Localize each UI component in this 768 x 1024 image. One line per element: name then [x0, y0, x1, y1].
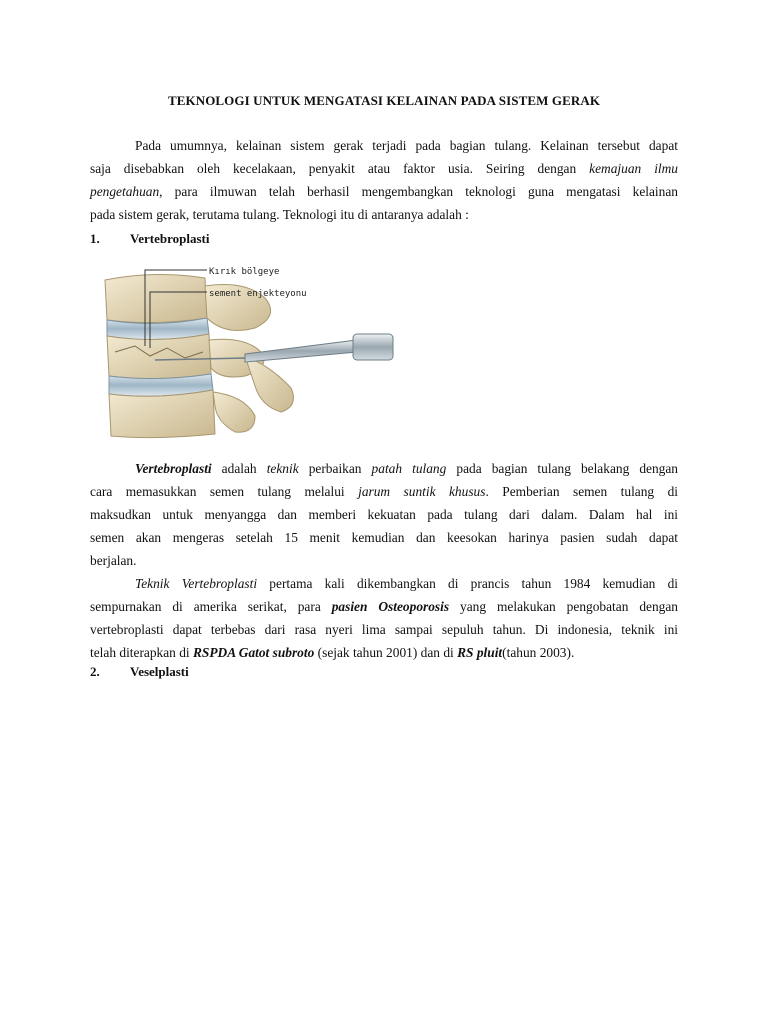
intro-line-4: pada sistem gerak, terutama tulang. Teknologi itu di antaranya adalah : — [90, 207, 469, 222]
term-pasien-osteoporosis: pasien Osteoporosis — [331, 599, 450, 614]
para3-line-1 — [90, 572, 678, 595]
vertebroplasty-history-paragraph — [90, 572, 678, 664]
intro-line-3 — [90, 180, 678, 203]
para3-text-e: (sejak tahun 2001) dan di — [314, 645, 458, 660]
section-2-title: Veselplasti — [130, 664, 189, 679]
section-1-title: Vertebroplasti — [130, 231, 210, 246]
para3-text-f: (tahun 2003). — [502, 645, 575, 660]
document-title: TEKNOLOGI UNTUK MENGATASI KELAINAN PADA SISTEM GERAK — [167, 93, 601, 108]
intro-line-3-text: , para ilmuwan telah berhasil mengembangkan teknologi guna mengatasi kelainan — [159, 184, 678, 199]
para3-text-d: telah diterapkan di — [90, 645, 193, 660]
para2-line-4: semen akan mengeras setelah 15 menit kemudian dan keesokan harinya pasien sudah dapat — [90, 530, 678, 545]
para3-text-a: pertama kali dikembangkan di prancis tahun 1984 kemudian di — [257, 576, 678, 591]
para2-text-d: cara memasukkan semen tulang melalui — [90, 484, 345, 499]
term-vertebroplasti: Vertebroplasti — [135, 461, 212, 476]
term-rspda-gatot-subroto: RSPDA Gatot subroto — [193, 645, 315, 660]
para2-text-a: adalah — [211, 461, 267, 476]
term-jarum-suntik: jarum suntik khusus — [358, 484, 486, 499]
section-2-number: 2. — [90, 664, 100, 679]
intro-line-2 — [90, 157, 678, 180]
para3-line-3: vertebroplasti dapat terbebas dari rasa nyeri lima sampai sepuluh tahun. Di indonesia, teknik ini — [90, 622, 678, 637]
term-rs-pluit: RS pluit — [457, 645, 503, 660]
figure-label-2: sement enjekteyonu — [209, 289, 307, 299]
fractured-vertebra — [107, 334, 211, 379]
para2-line-2 — [90, 480, 678, 503]
para2-text-c: pada bagian tulang belakang dengan — [446, 461, 678, 476]
term-teknik-vertebroplasti: Teknik Vertebroplasti — [135, 576, 258, 591]
term-patah-tulang: patah tulang — [371, 461, 447, 476]
para2-text-e: . Pemberian semen tulang di — [485, 484, 678, 499]
term-teknik: teknik — [266, 461, 299, 476]
section-1-number: 1. — [90, 231, 100, 246]
section-1-heading — [90, 231, 209, 247]
vertebroplasty-illustration — [95, 256, 395, 440]
intro-line-2-text: saja disebabkan oleh kecelakaan, penyakit atau faktor usia. Seiring dengan — [90, 161, 577, 176]
intro-line-1: Pada umumnya, kelainan sistem gerak terjadi pada bagian tulang. Kelainan tersebut dapat — [135, 138, 678, 153]
para3-line-2 — [90, 595, 678, 618]
lower-vertebra — [109, 390, 215, 438]
needle-handle — [353, 334, 393, 360]
needle-shaft — [245, 340, 357, 362]
para3-text-b: sempurnakan di amerika serikat, para — [90, 599, 321, 614]
figure-label-1: Kırık bölgeye — [209, 267, 280, 277]
para2-line-5: berjalan. — [90, 553, 137, 568]
section-2-heading — [90, 664, 189, 680]
para2-line-1 — [90, 457, 678, 480]
intro-line-2-emphasis: kemajuan ilmu — [589, 161, 678, 176]
para2-line-3: maksudkan untuk menyangga dan memberi kekuatan pada tulang dari dalam. Dalam hal ini — [90, 507, 678, 522]
para3-line-4 — [90, 641, 678, 664]
intro-line-3-emphasis: pengetahuan — [90, 184, 160, 199]
vertebroplasty-definition-paragraph — [90, 457, 678, 572]
para2-text-b: perbaikan — [298, 461, 372, 476]
para3-text-c: yang melakukan pengobatan dengan — [449, 599, 679, 614]
intro-paragraph — [90, 134, 678, 226]
upper-vertebra — [105, 274, 207, 322]
